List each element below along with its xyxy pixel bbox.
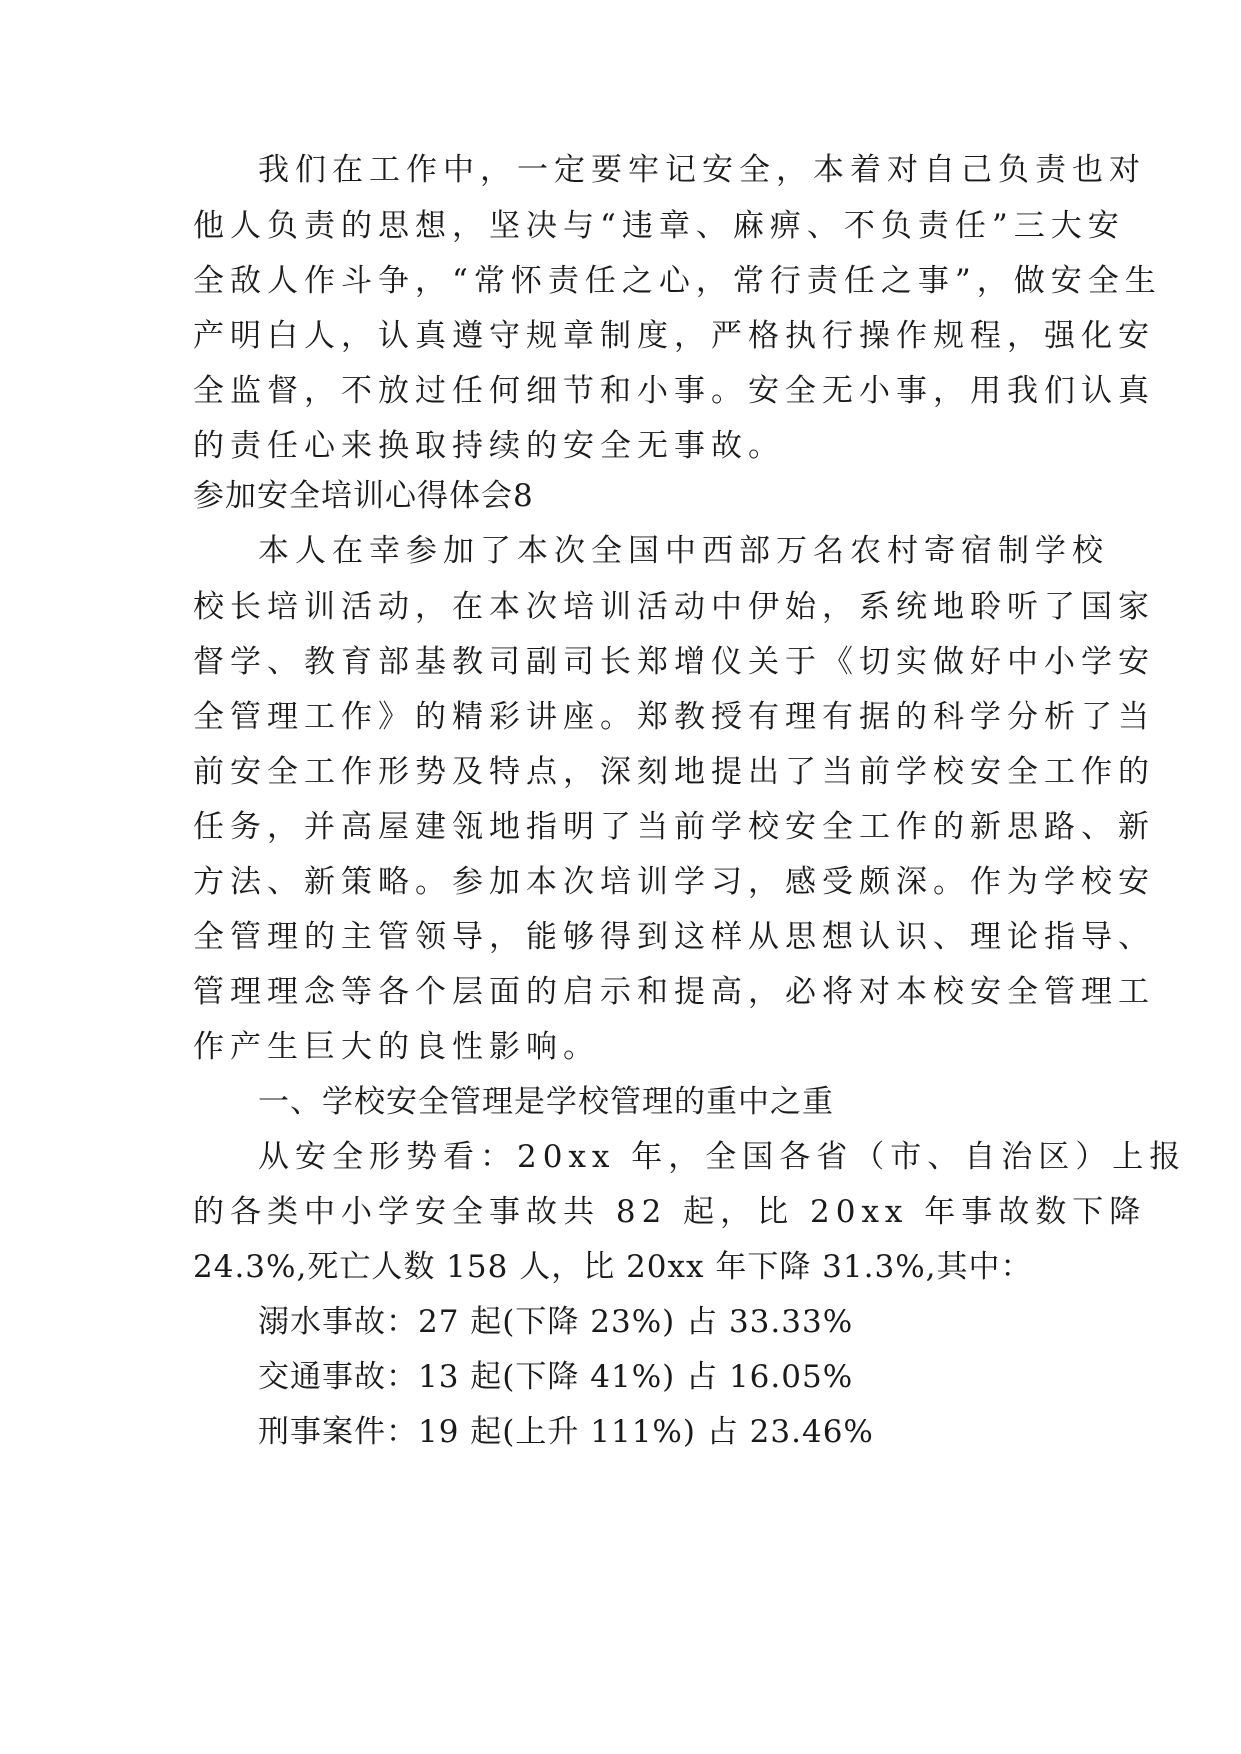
paragraph-line: 24.3%,死亡人数 158 人，比 20xx 年下降 31.3%,其中： xyxy=(193,1249,1033,1285)
paragraph-line: 管理理念等各个层面的启示和提高，必将对本校安全管理工 xyxy=(193,974,1155,1010)
paragraph-line: 从安全形势看：20xx 年，全国各省（市、自治区）上报 xyxy=(258,1139,1187,1175)
subheading: 一、学校安全管理是学校管理的重中之重 xyxy=(258,1084,834,1120)
paragraph-line: 全监督，不放过任何细节和小事。安全无小事，用我们认真 xyxy=(193,373,1155,409)
paragraph-line: 全敌人作斗争，“常怀责任之心，常行责任之事”，做安全生 xyxy=(193,263,1162,299)
paragraph-line: 方法、新策略。参加本次培训学习，感受颇深。作为学校安 xyxy=(193,864,1155,900)
paragraph-line: 他人负责的思想，坚决与“违章、麻痹、不负责任”三大安 xyxy=(193,208,1125,244)
paragraph-line: 的各类中小学安全事故共 82 起，比 20xx 年事故数下降 xyxy=(193,1194,1147,1230)
paragraph-line: 任务，并高屋建瓴地指明了当前学校安全工作的新思路、新 xyxy=(193,809,1155,845)
paragraph-line: 校长培训活动，在本次培训活动中伊始，系统地聆听了国家 xyxy=(193,589,1155,625)
paragraph-line: 督学、教育部基教司副司长郑增仪关于《切实做好中小学安 xyxy=(193,644,1155,680)
statistic-line: 刑事案件：19 起(上升 111%) 占 23.46% xyxy=(258,1414,874,1450)
paragraph-line: 产明白人，认真遵守规章制度，严格执行操作规程，强化安 xyxy=(193,318,1155,354)
paragraph-line: 我们在工作中，一定要牢记安全，本着对自己负责也对 xyxy=(258,152,1146,188)
section-title: 参加安全培训心得体会8 xyxy=(193,478,534,514)
paragraph-line: 前安全工作形势及特点，深刻地提出了当前学校安全工作的 xyxy=(193,754,1155,790)
paragraph-line: 本人在幸参加了本次全国中西部万名农村寄宿制学校 xyxy=(258,533,1109,569)
statistic-line: 溺水事故：27 起(下降 23%) 占 33.33% xyxy=(258,1304,854,1340)
statistic-line: 交通事故：13 起(下降 41%) 占 16.05% xyxy=(258,1359,854,1395)
paragraph-line: 全管理的主管领导，能够得到这样从思想认识、理论指导、 xyxy=(193,919,1155,955)
paragraph-line: 作产生巨大的良性影响。 xyxy=(193,1029,600,1065)
paragraph-line: 全管理工作》的精彩讲座。郑教授有理有据的科学分析了当 xyxy=(193,699,1155,735)
paragraph-line: 的责任心来换取持续的安全无事故。 xyxy=(193,428,785,464)
